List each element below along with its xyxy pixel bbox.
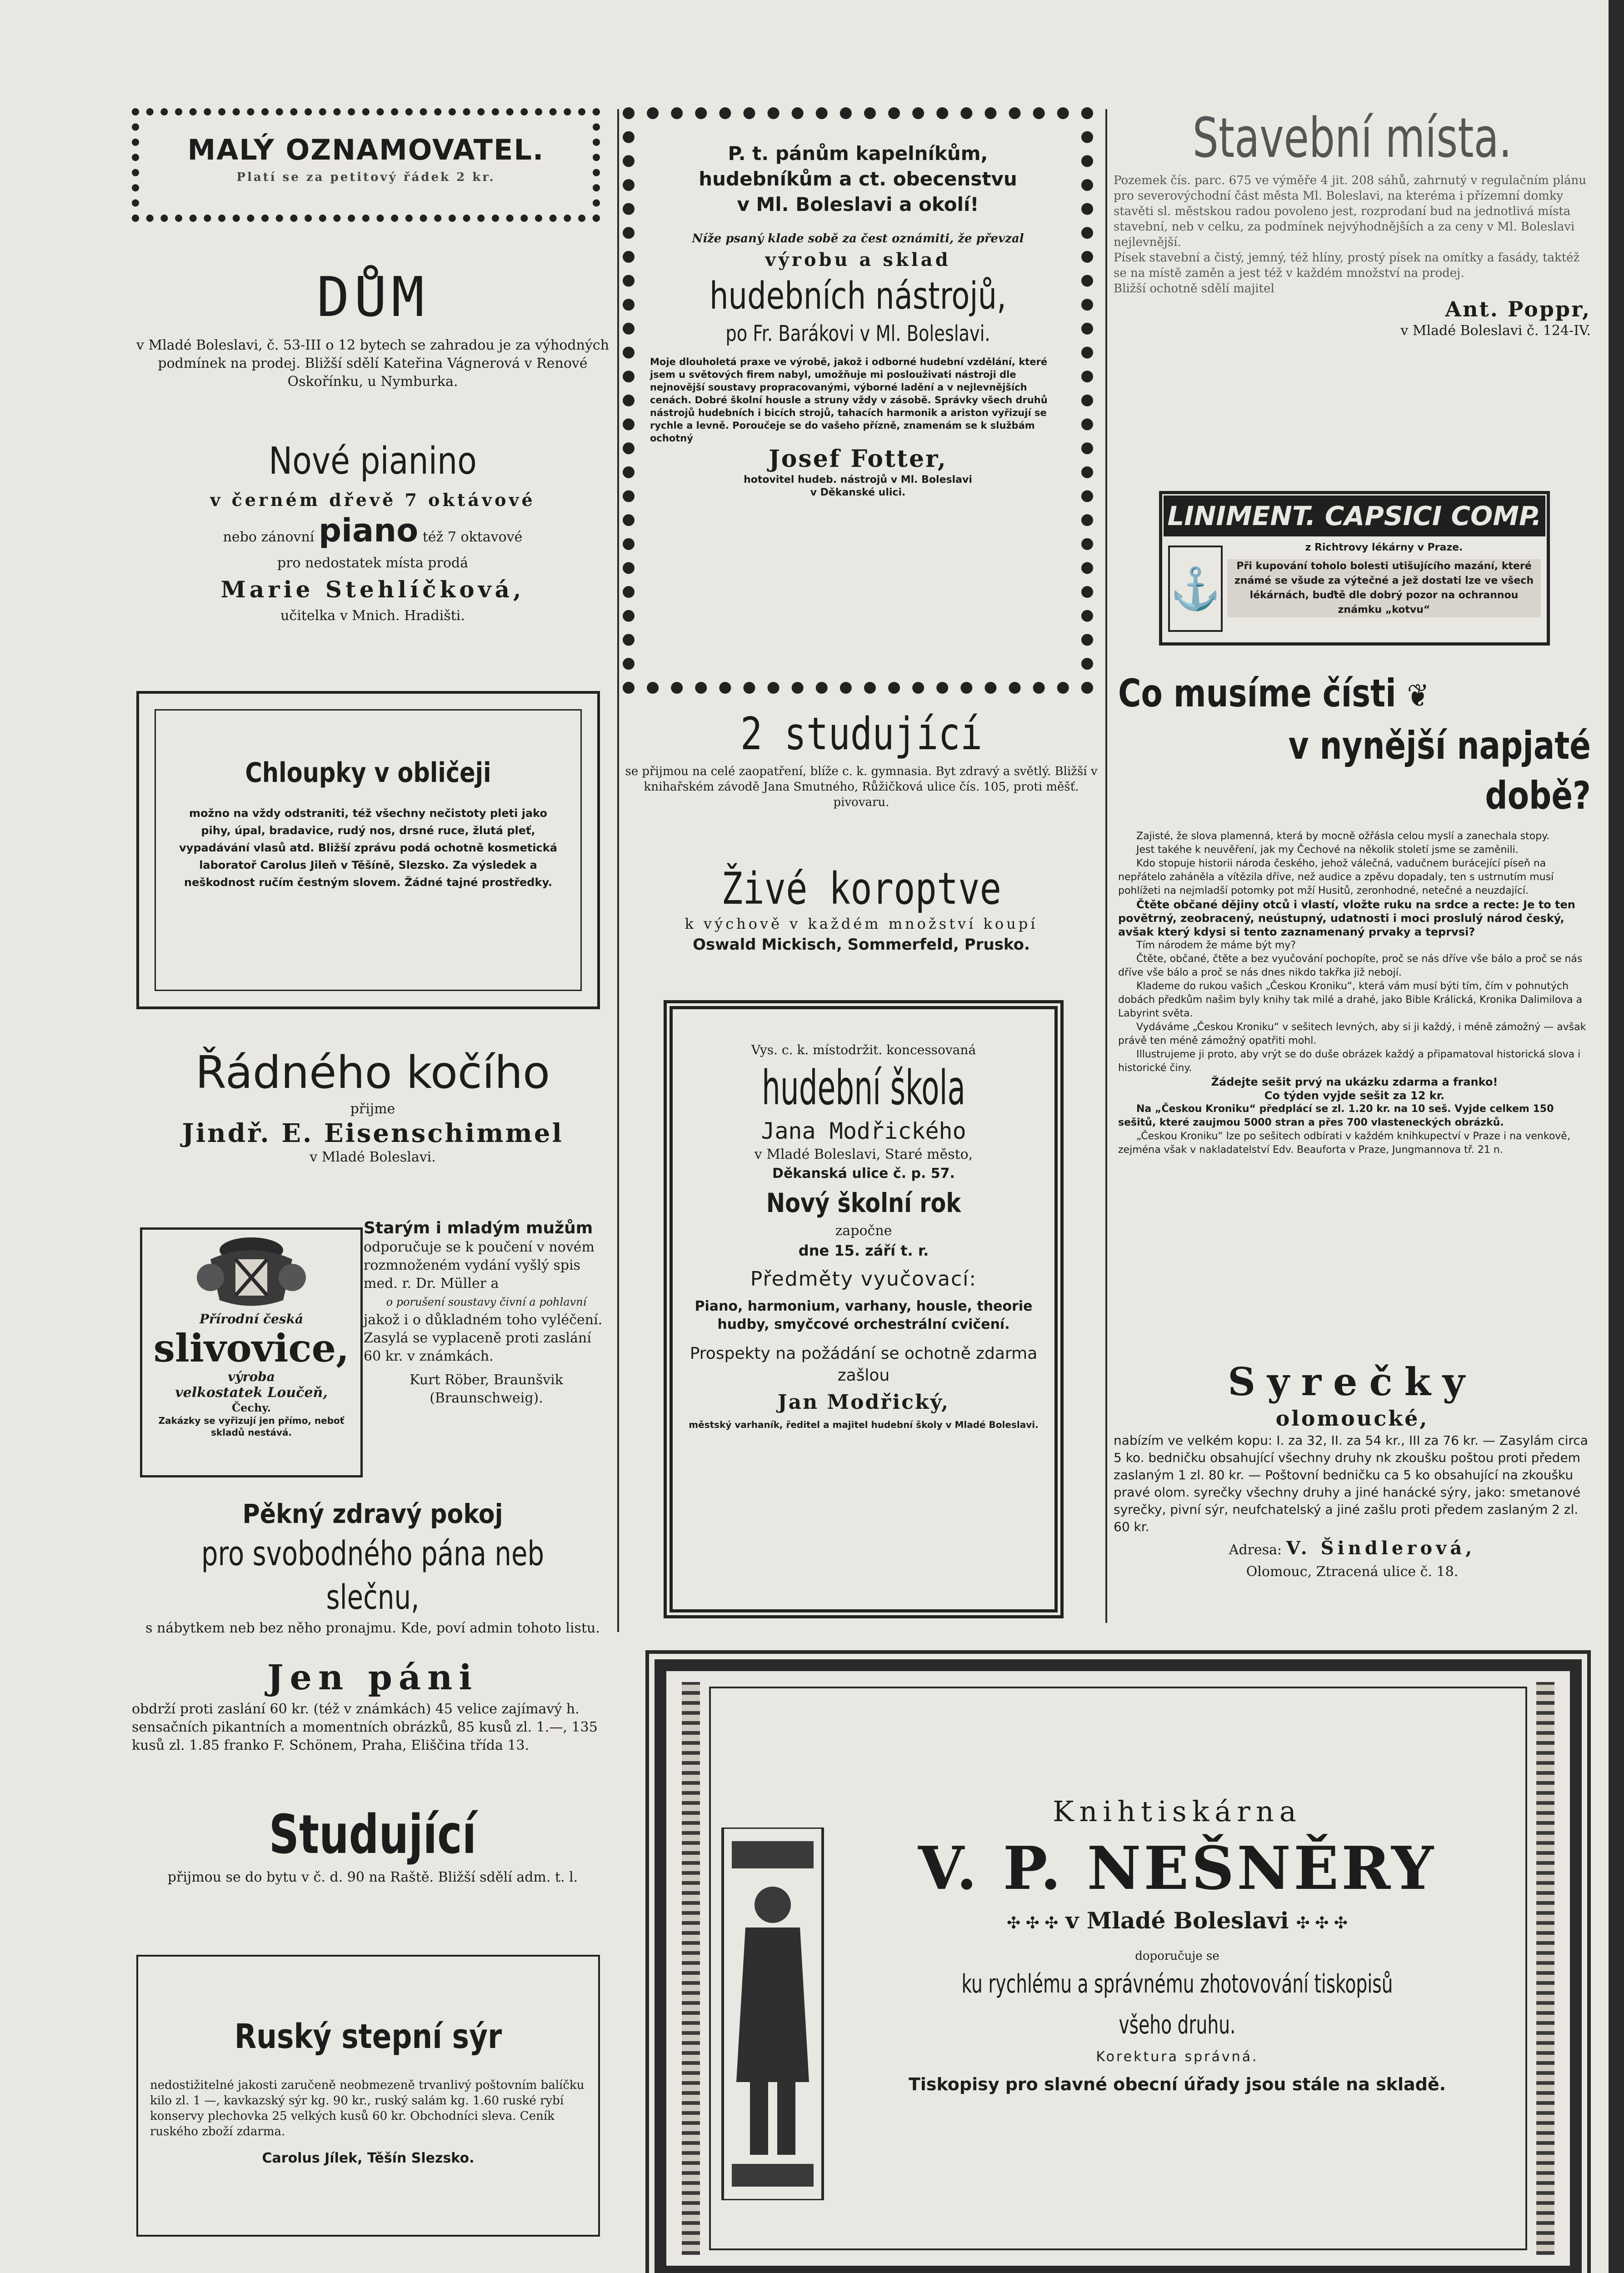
stavebni-heading: Stavební místa.: [1192, 107, 1512, 170]
starym-text2: jakož i o důkladném toho vyléčení. Zasylá se vyplaceně proti zaslání 60 kr. v známkách.: [364, 1312, 603, 1364]
stavebni-text2: Písek stavební a čistý, jemný, též hlíny, prostý písek na omítky a fasády, taktéž se na místě zaměn a jest též v každém množství na prodej.: [1114, 251, 1580, 280]
anchor-icon: ⚓: [1168, 546, 1223, 632]
fleuron-icon: ❦: [1407, 677, 1429, 714]
cist-p11: Co týden vyjde sešit za 12 kr.: [1264, 1089, 1445, 1102]
skola-prosp: Prospekty na požádání se ochotně zdarma zašlou: [690, 1344, 1038, 1385]
syrecky-adresa-label: Adresa:: [1229, 1542, 1282, 1558]
oznamovatel-price: Platí se za petitový řádek 2 kr.: [236, 170, 495, 184]
kocici-line2: přijme: [350, 1101, 395, 1117]
skola-top: Vys. c. k. místodržit. koncessovaná: [751, 1042, 976, 1057]
kocici-name: Jindř. E. Eisenschimmel: [182, 1118, 564, 1148]
liniment-sub: z Richtrovy lékárny v Praze.: [1305, 542, 1463, 553]
slivovice-big: slivovice,: [153, 1326, 350, 1371]
ornament-column-right: [1536, 1682, 1554, 2255]
printer-figure: [718, 1827, 827, 2200]
dum-text: v Mladé Boleslavi, č. 53-III o 12 bytech se zahradou je za výhodných podmínek na prodej. Bližší sdělí Kateřina Vágnerová v Renové Oskořínku, u Nymburka.: [136, 337, 610, 390]
slivovice-label2: výroba: [228, 1369, 275, 1384]
cist-p4: Čtěte občané dějiny otců i vlastí, vložte ruku na srdce a recte: Je to ten povětrný, zeobracený, neústupný, udatnosti i moci proslulý národ český, avšak který kdysi si tento zaznamenaný prvaky a teprvsi?: [1118, 898, 1575, 938]
dum-heading: DŮM: [316, 266, 429, 329]
syrecky-sub: olomoucké,: [1275, 1406, 1429, 1431]
slivovice-label5: Zakázky se vyřizují jen přímo, neboť skladů nestává.: [158, 1415, 345, 1438]
cist-p5: Tím národem že máme být my?: [1136, 940, 1296, 951]
cist-p13: „Českou Kroniku“ lze po sešitech odbírati v každém knihkupectví v Praze i na venkově, zejména však v nakladatelství Edv. Beauforta v Praze, Jungmannova tř. 21 n.: [1118, 1131, 1570, 1156]
studujici-left-text: přijmou se do bytu v č. d. 90 na Raště. Bližší sdělí adm. t. l.: [167, 1869, 578, 1885]
cist-h2: v nynější napjaté době?: [1288, 723, 1591, 818]
stavebni-text: Pozemek čís. parc. 675 ve výměře 4 jit. 208 sáhů, zahrnutý v regulačním plánu pro severovýchodní část města Ml. Boleslavi, na kteréma i přízemní domky stavěti sl. městskou radou povoleno jest, rozprodaní bud na jednotlivá místa stavební, neb v celku, za podmínek nejvýhodnějších a za ceny v Ml. Boleslavi nejlevnější.: [1114, 174, 1587, 249]
oznamovatel-title: MALÝ OZNAMOVATEL.: [187, 133, 545, 166]
syr-text: nedostižitelné jakosti zaručeně neobmezeně trvanlivý poštovním balíčku kilo zl. 1 —, kavkazský sýr kg. 90 kr., ruský salám kg. 1.60 ruské rybí konservy plechovka 25 velkých kusů 60 kr. Obchodníci sleva. Ceník ruského zboží zdarma.: [150, 2078, 585, 2138]
stavebni-sign2: v Mladé Boleslavi č. 124-IV.: [1400, 323, 1591, 339]
cist-p8: Vydáváme „Českou Kroniku“ v sešitech levných, aby si ji každý, i méně zámožný — avšak právě ten méně zámožný opatřiti mohl.: [1118, 1021, 1586, 1046]
kapelnikum-h1: P. t. pánům kapelníkům,: [728, 142, 988, 165]
pianino-line3-post: též 7 oktavové: [422, 529, 523, 545]
cist-p3: Kdo stopuje historii národa českého, jehož válečná, vadučnem burácející píseň na nepřátelo zaháněla a vítězila dříve, než audice a zpěvu dopadaly, ten s ustrnutím musí pohlížeti na nejmladší potomky pot mží Husitů, zeronhodné, netečné a neuzdající.: [1118, 858, 1554, 896]
pianino-line3-pre: nebo zánovní: [223, 529, 315, 545]
knihtiskarna-place: v Mladé Boleslavi: [1065, 1907, 1289, 1934]
knihtiskarna-top: Knihtiskárna: [1053, 1795, 1302, 1828]
slivovice-label3: velkostatek Loučeň,: [175, 1385, 328, 1401]
stavebni-ad: [1114, 105, 1591, 340]
pianino-line3-big: piano: [318, 512, 419, 549]
kapelnikum-h3: v Ml. Boleslavi a okolí!: [737, 193, 979, 215]
syr-sign: Carolus Jílek, Těšín Slezsko.: [262, 2150, 475, 2166]
liniment-ad: [1164, 496, 1545, 641]
starym-lead: Starým i mladým mužům: [364, 1219, 593, 1237]
cist-ad: [1118, 668, 1591, 1157]
syr-ad: [150, 2014, 586, 2168]
skola-rok: Nový školní rok: [766, 1187, 961, 1218]
skola-sign: Jan Modřický,: [777, 1391, 950, 1414]
knihtiskarna-ad: [845, 1791, 1509, 2100]
pokoj-ad: [132, 1496, 614, 1637]
slivovice-ad: [144, 1232, 359, 1438]
cist-p6: Čtěte, občané, čtěte a bez vyučování pochopíte, proč se nás dříve vše bálo a proč se nás dříve vše bálo a proč se nás dnes nikdo takřka již nebojí.: [1118, 953, 1583, 978]
pianino-heading: Nové pianino: [269, 440, 477, 483]
studujici-left-heading: Studující: [269, 1803, 477, 1866]
cist-p1: Zajisté, že slova plamenná, která by mocně ožřásla celou myslí a zanechala stopy.: [1136, 831, 1550, 842]
ornament-left-icon: ✣ ✣ ✣: [1007, 1914, 1059, 1933]
syrecky-adresa-name: V. Šindlerová,: [1286, 1537, 1476, 1559]
knihtiskarna-korektura: Korektura správná.: [1096, 2049, 1259, 2065]
syrecky-text: nabízím ve velkém kopu: I. za 32, II. za 54 kr., III za 76 kr. — Zasylám circa 5 ko. bedničku obsahující všechny druhy nk zkoušku poštou proti předem zaslaným 1 zl. 80 kr. — Poštovní bedničku ca 5 ko obsahující na zkoušku pravé olom. syrečky všechny druhy a jiné hanácké sýry, jako: smetanové syrečky, pivní sýr, neufchatelský a jiné zašlu proti předem zaslaným 2 zl. 60 kr.: [1114, 1433, 1588, 1534]
knihtiskarna-place-row: [845, 1905, 1509, 1939]
pianino-line3: [132, 514, 614, 554]
knihtiskarna-line2: Tiskopisy pro slavné obecní úřady jsou stále na skladě.: [908, 2074, 1446, 2094]
pianino-sub: v černém dřevě 7 oktávové: [210, 490, 535, 510]
syrecky-heading: Syrečky: [1228, 1359, 1477, 1404]
column-rule-right: [1105, 109, 1107, 1623]
kapelnikum-p3: po Fr. Barákovi v Ml. Boleslavi.: [725, 321, 990, 346]
skola-big: hudební škola: [761, 1060, 966, 1116]
knihtiskarna-line1: ku rychlému a správnému zhotovování tiskopisů všeho druhu.: [961, 1969, 1393, 2040]
koroptve-line2: k výchově v každém množství koupí: [685, 915, 1038, 932]
kapelnikum-h2: hudebníkům a ct. obecenstvu: [699, 168, 1017, 190]
kapelnikum-p1: Níže psaný klade sobě za čest oznámiti, že převzal: [692, 232, 1024, 245]
kapelnikum-foot2: v Děkanské ulici.: [810, 487, 906, 498]
skola-sign-sub: městský varhaník, ředitel a majitel hudební školy v Mladé Boleslavi.: [689, 1419, 1039, 1430]
skola-addr1: v Mladé Boleslavi, Staré město,: [754, 1147, 973, 1162]
cist-p10: Žádejte sešit prvý na ukázku zdarma a franko!: [1211, 1076, 1498, 1088]
syr-heading: Ruský stepní sýr: [234, 2017, 502, 2056]
stavebni-sign: Ant. Poppr,: [1445, 297, 1591, 321]
cist-p12: Na „Českou Kroniku“ předplácí se zl. 1.20 kr. na 10 seš. Vyjde celkem 150 sešitů, které zaujmou 5000 stran a přes 700 vlasteneckých obrázků.: [1118, 1103, 1554, 1128]
skola-predmety: Předměty vyučovací:: [750, 1267, 977, 1291]
studujici-left-ad: [132, 1800, 614, 1887]
syrecky-addr: Olomouc, Ztracená ulice č. 18.: [1246, 1564, 1459, 1580]
jen-pani-heading: Jen páni: [267, 1657, 479, 1697]
pokoj-line1: Pěkný zdravý pokoj: [242, 1498, 503, 1529]
syrecky-ad: [1114, 1359, 1591, 1581]
kapelnikum-p2: výrobu a sklad: [765, 249, 951, 270]
column-rule-left: [617, 109, 619, 1632]
starym-sign2: (Braunschweig).: [430, 1390, 543, 1406]
cist-h1-text: Co musíme čísti: [1118, 671, 1396, 716]
chloupky-heading: Chloupky v obličeji: [245, 757, 491, 789]
skola-addr2: Děkanská ulice č. p. 57.: [772, 1166, 955, 1182]
skola-ad: [686, 1041, 1041, 1431]
chloupky-text: možno na vždy odstraniti, též všechny nečistoty pleti jako pihy, úpal, bradavice, rudý nos, drsné ruce, žlutá pleť, vypadávání vlasů atd. Bližší zprávu podá ochotně kosmetická laboratoř Carolus Jileň v Těšíně, Slezsko. Za výsledek a neškodnost ručím čestným slovem. Žádné tajné prostředky.: [179, 807, 557, 889]
ornament-right-icon: ✣ ✣ ✣: [1296, 1914, 1348, 1933]
knihtiskarna-name: V. P. NEŠNĚRY: [918, 1833, 1436, 1903]
chloupky-ad: [173, 755, 564, 891]
kapelnikum-body: Moje dlouholetá praxe ve výrobě, jakož i odborné hudební vzdělání, které jsem u světových firem nabyl, umožňuje mi poslouživati nástroji dle nejnovější soustavy propracovanými, výborné ladění a v nejlevnějších cenách. Dobré školní housle a struny vždy v zásobě. Správky všech druhů nástrojů hudebních i bicích strojů, tahacích harmonik a ariston vyřizují se rychle a levně. Poroučeje se do vašeho přízně, znamenám se k službám ochotný: [650, 356, 1048, 444]
kocici-heading: Řádného kočího: [195, 1047, 550, 1099]
koroptve-line3: Oswald Mickisch, Sommerfeld, Prusko.: [693, 936, 1030, 954]
koroptve-heading: Živé koroptve: [721, 863, 1002, 914]
jen-pani-ad: [132, 1655, 614, 1755]
pokoj-line2: pro svobodného pána neb slečnu,: [201, 1534, 545, 1617]
starym-sign1: Kurt Röber, Braunšvik: [410, 1372, 563, 1388]
kocici-line4: v Mladé Boleslavi.: [310, 1149, 436, 1165]
jen-pani-text: obdrží proti zaslání 60 kr. (též v známkách) 45 velice zajímavý h. sensačních pikantních a momentních obrázků, 85 kusů zl. 1.—, 135 kusů zl. 1.85 franko F. Schönem, Praha, Eliščina třída 13.: [132, 1701, 598, 1753]
stavebni-text3: Bližší ochotně sdělí majitel: [1114, 282, 1274, 295]
cist-p9: Illustrujeme ji proto, aby vrýt se do duše obrázek každý a připamatoval historická slova i historické činy.: [1118, 1049, 1581, 1074]
oznamovatel-box: [150, 132, 582, 186]
kocici-ad: [132, 1046, 614, 1167]
liniment-title: LINIMENT. CAPSICI COMP.: [1164, 496, 1545, 536]
cist-p7: Klademe do rukou vašich „Českou Kroniku“, která vám musí býti tím, čím v pohnutých dobách předkům našim byly knihy tak milé a drahé, jako Bible Králická, Kronika Dalimilova a Labyrint světa.: [1118, 981, 1583, 1019]
syrecky-adresa: [1114, 1536, 1591, 1563]
slivovice-label4: Čechy.: [232, 1401, 271, 1414]
skola-list: Piano, harmonium, varhany, housle, theorie hudby, smyčcové orchestrální cvičení.: [695, 1298, 1033, 1332]
kapelnikum-foot1: hotovitel hudeb. nástrojů v Ml. Boleslavi: [744, 474, 972, 486]
studujici-mid-heading: 2 studující: [740, 708, 983, 760]
dum-ad: [132, 268, 614, 391]
skola-datum: dne 15. září t. r.: [798, 1242, 929, 1259]
studujici-mid-text: se přijmou na celé zaopatření, blíže c. k. gymnasia. Byt zdravý a světlý. Bližší v knihařském závodě Jana Smutného, Růžičková ulice čís. 105, proti měšť. pivovaru.: [625, 765, 1098, 809]
starym-ad: [364, 1218, 609, 1407]
skola-zapocne: započne: [835, 1223, 892, 1239]
starym-italic: o porušení soustavy čivní a pohlavní: [386, 1296, 587, 1308]
skola-name: Jana Modřického: [761, 1118, 966, 1144]
pianino-ad: [132, 436, 614, 625]
knihtiskarna-doporucuje: doporučuje se: [1135, 1949, 1219, 1963]
pianino-name: Marie Stehlíčková,: [220, 576, 525, 603]
coat-of-arms-icon: [192, 1232, 310, 1309]
kapelnikum-ad: [650, 141, 1066, 499]
kapelnikum-name: Josef Fotter,: [769, 445, 947, 473]
cist-h1: [1118, 668, 1506, 721]
pianino-line6: učitelka v Mnich. Hradišti.: [280, 608, 465, 624]
kapelnikum-big: hudebních nástrojů,: [709, 275, 1007, 318]
studujici-mid-ad: [623, 709, 1100, 810]
pokoj-line3: s nábytkem neb bez něho pronajmu. Kde, poví admin tohoto listu.: [145, 1620, 600, 1636]
pianino-line4: pro nedostatek místa prodá: [277, 555, 468, 571]
cist-p2: Jest takéhe k neuvěření, jak my Čechové na několik století jsme se zaměnili.: [1136, 844, 1519, 856]
ornament-column-left: [682, 1682, 700, 2255]
koroptve-ad: [623, 864, 1100, 956]
scan-edge: [1609, 0, 1624, 2273]
starym-text1: odporučuje se k poučení v novém rozmnoženém vydání vyšlý spis med. r. Dr. Müller a: [364, 1239, 595, 1292]
liniment-text: Při kupování toholo bolesti utišujícího mazání, které známé se všude za výtečné a jež dostati lze ve všech lékárnách, buďtě dle dobrý pozor na ochrannou známku „kotvu“: [1227, 559, 1541, 617]
printer-figure-icon: [718, 1827, 827, 2200]
slivovice-label1: Přírodní česká: [199, 1312, 304, 1327]
